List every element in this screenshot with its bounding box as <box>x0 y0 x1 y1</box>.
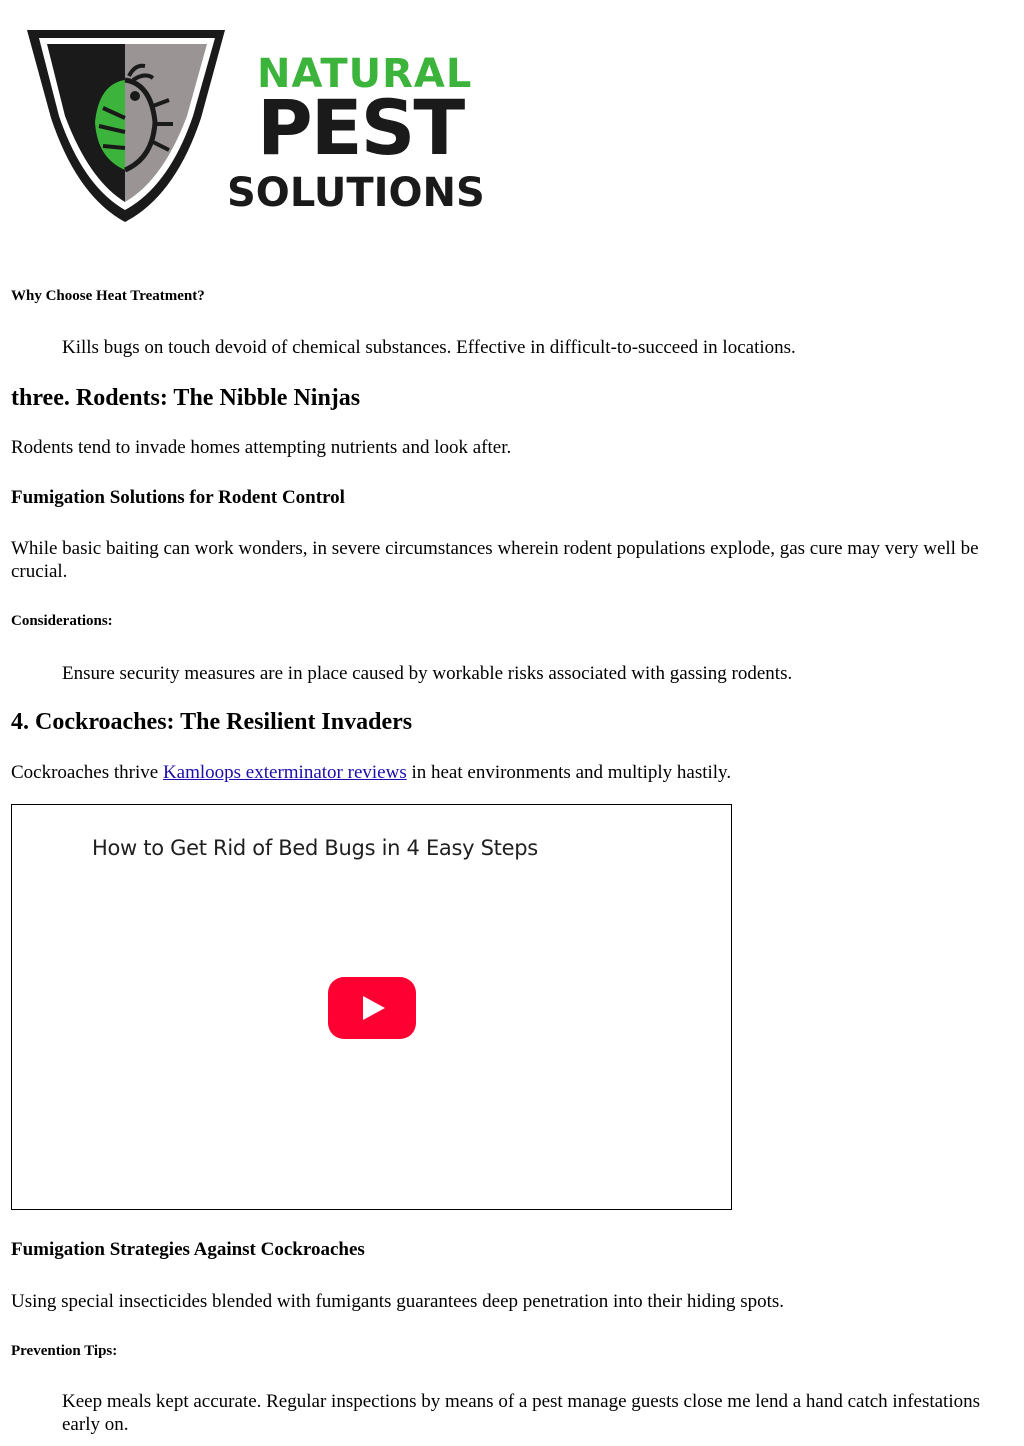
natural-pest-solutions-logo <box>25 26 505 226</box>
kamloops-exterminator-reviews-link[interactable]: Kamloops exterminator reviews <box>162 762 407 783</box>
paragraph-meals: Keep meals kept accurate. Regular inspections by means of a pest manage guests close me lend a hand catch infestations early on. <box>62 1391 981 1435</box>
logo-word-natural: NATURAL <box>257 51 473 97</box>
shield-bug-logo-icon <box>25 26 229 224</box>
cockroach-text-before: Cockroaches thrive <box>11 762 163 783</box>
cockroach-text-after: in heat environments and multiply hastily. <box>406 762 732 783</box>
paragraph-baiting: While basic baiting can work wonders, in severe circumstances wherein rodent populations explode, gas cure may very well be crucial. <box>11 538 979 582</box>
paragraph-insecticides: Using special insecticides blended with fumigants guarantees deep penetration into their hiding spots. <box>11 1291 785 1312</box>
paragraph-rodents: Rodents tend to invade homes attempting nutrients and look after. <box>11 437 512 458</box>
video-title[interactable]: How to Get Rid of Bed Bugs in 4 Easy Steps <box>92 836 538 860</box>
heading-considerations: Considerations: <box>11 613 113 629</box>
heading-rodents: three. Rodents: The Nibble Ninjas <box>11 385 361 411</box>
heading-prevention-tips: Prevention Tips: <box>11 1343 118 1359</box>
logo-word-solutions: SOLUTIONS <box>227 170 485 216</box>
paragraph-security: Ensure security measures are in place caused by workable risks associated with gassing rodents. <box>62 663 793 684</box>
paragraph-kills-bugs: Kills bugs on touch devoid of chemical substances. Effective in difficult-to-succeed in locations. <box>62 337 796 358</box>
youtube-play-icon[interactable] <box>328 977 416 1039</box>
embedded-video[interactable] <box>11 804 732 1210</box>
heading-cockroaches: 4. Cockroaches: The Resilient Invaders <box>11 709 413 735</box>
heading-fumigation-cockroach: Fumigation Strategies Against Cockroaches <box>11 1239 365 1260</box>
heading-fumigation-rodent: Fumigation Solutions for Rodent Control <box>11 487 345 508</box>
paragraph-cockroaches <box>11 761 731 784</box>
heading-why-heat-treatment: Why Choose Heat Treatment? <box>11 288 205 304</box>
logo-word-pest: PEST <box>257 83 464 172</box>
